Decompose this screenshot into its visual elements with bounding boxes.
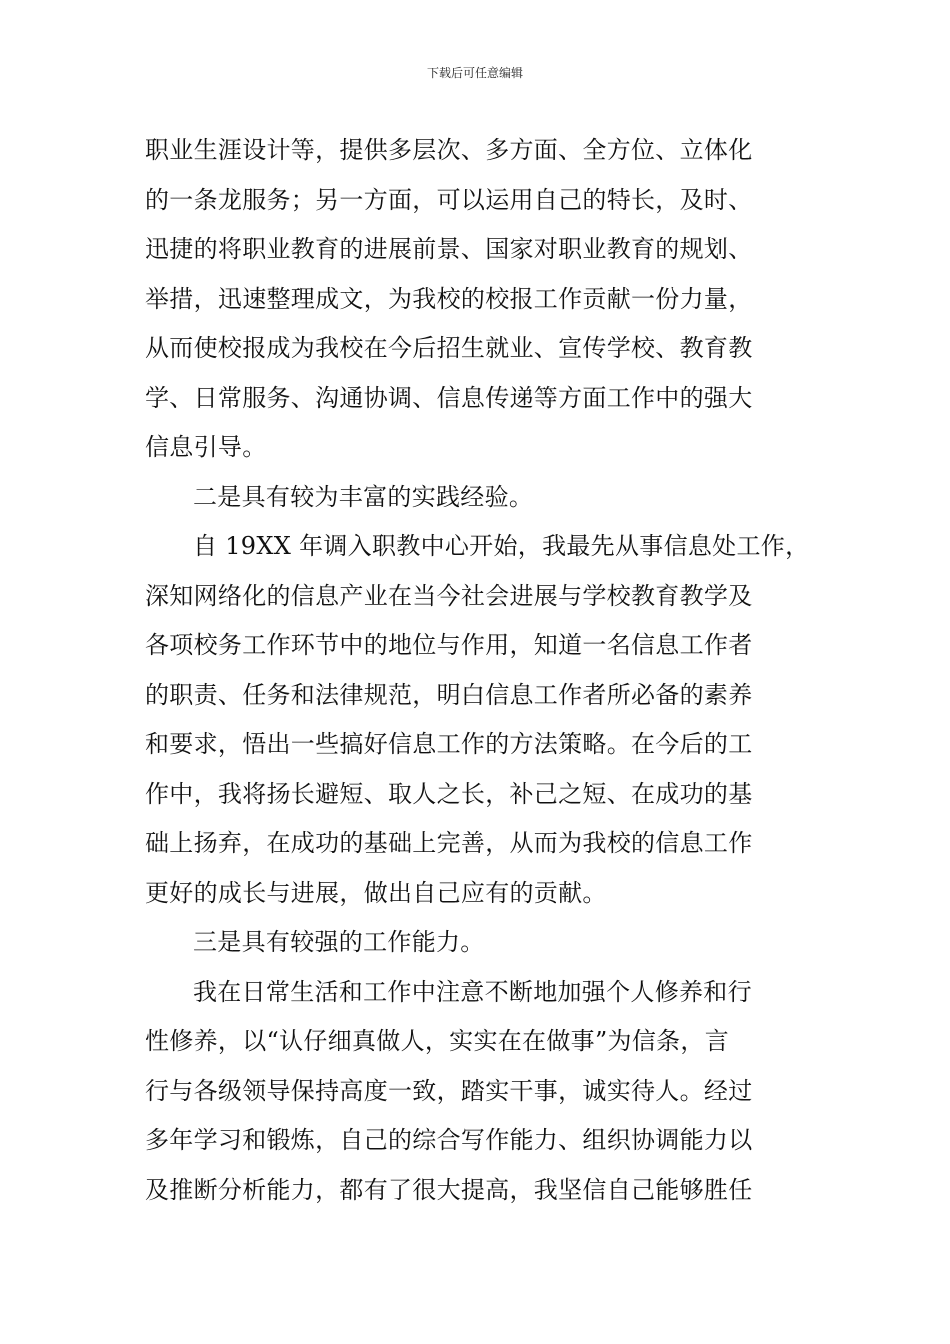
paragraph-first-line: 我在日常生活和工作中注意不断地加强个人修养和行 xyxy=(193,977,752,1006)
text-line: 的职责、任务和法律规范，明白信息工作者所必备的素养 xyxy=(145,680,753,709)
text-line: 从而使校报成为我校在今后招生就业、宣传学校、教育教 xyxy=(145,334,753,362)
text-line: 信息引导。 xyxy=(145,433,267,461)
text-line: 作中，我将扬长避短、取人之长，补己之短、在成功的基 xyxy=(145,779,753,808)
text-line: 深知网络化的信息产业在当今社会进展与学校教育教学及 xyxy=(145,581,753,610)
text-line: 学、日常服务、沟通协调、信息传递等方面工作中的强大 xyxy=(145,383,753,412)
page-header-note: 下载后可任意编辑 xyxy=(426,66,523,80)
section-heading: 三是具有较强的工作能力。 xyxy=(193,928,485,956)
text-line: 更好的成长与进展，做出自己应有的贡献。 xyxy=(145,878,607,907)
text-line: 的一条龙服务；另一方面，可以运用自己的特长，及时、 xyxy=(145,185,753,214)
text-line: 性修养，以“认仔细真做人，实实在在做事”为信条，言 xyxy=(145,1027,730,1055)
text-line: 举措，迅速整理成文，为我校的校报工作贡献一份力量， xyxy=(145,284,753,313)
text-line: 职业生涯设计等，提供多层次、多方面、全方位、立体化 xyxy=(145,136,753,164)
document-body xyxy=(145,126,815,1215)
text-line: 各项校务工作环节中的地位与作用，知道一名信息工作者 xyxy=(145,631,753,659)
text-line: 多年学习和锻炼，自己的综合写作能力、组织协调能力以 xyxy=(145,1126,753,1154)
section-heading: 二是具有较为丰富的实践经验。 xyxy=(193,482,534,511)
text-line: 础上扬弃，在成功的基础上完善，从而为我校的信息工作 xyxy=(145,829,753,857)
text-line: 迅捷的将职业教育的进展前景、国家对职业教育的规划、 xyxy=(145,235,753,263)
text-line: 行与各级领导保持高度一致，踏实干事，诚实待人。经过 xyxy=(145,1076,753,1105)
text-line: 和要求，悟出一些搞好信息工作的方法策略。在今后的工 xyxy=(145,730,753,758)
paragraph-first-line: 自 19XX 年调入职教中心开始，我最先从事信息处工作， xyxy=(193,532,810,560)
text-line: 及推断分析能力，都有了很大提高，我坚信自己能够胜任 xyxy=(145,1175,753,1204)
